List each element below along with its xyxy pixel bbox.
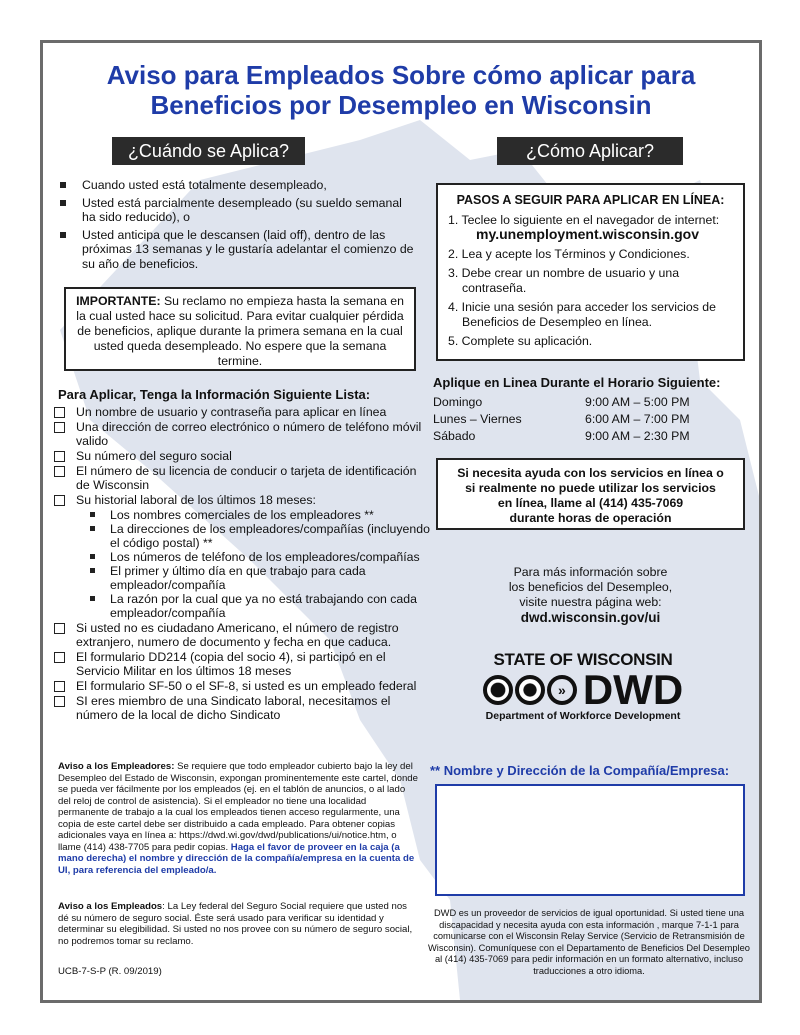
employees-notice: Aviso a los Empleados: La Ley federal del Seguro Social requiere que usted nos dé su número de seguro social. Éste será usado para verificar su identidad y determinar su elegibilidad. Si usted no nos provee con su número de seguro social, no podremos tomar su reclamo. xyxy=(58,901,413,947)
steps-list xyxy=(448,213,733,349)
checklist-item: Un nombre de usuario y contraseña para aplicar en línea xyxy=(52,405,430,419)
checklist-item: Su número del seguro social xyxy=(52,449,430,463)
page-title xyxy=(44,60,758,120)
arrows-circle-icon: » xyxy=(547,675,577,705)
list-item: Usted anticipa que le descansen (laid off), dentro de las próximas 13 semanas y le gustaría adelantar el comienzo de su año de beneficios. xyxy=(58,228,418,272)
hours-row: Sábado 9:00 AM – 2:30 PM xyxy=(433,429,690,443)
checklist xyxy=(52,405,430,723)
sub-item: La direcciones de los empleadores/compañías (incluyendo el código postal) ** xyxy=(86,522,430,550)
list-item: Usted está parcialmente desempleado (su sueldo semanal ha sido reducido), o xyxy=(58,196,418,225)
dwd-url-link[interactable]: dwd.wisconsin.gov/ui xyxy=(520,610,661,625)
step: 1. Teclee lo siguiente en el navegador de internet: my.unemployment.wisconsin.gov xyxy=(448,213,733,242)
checklist-item: El número de su licencia de conducir o tarjeta de identificación de Wisconsin xyxy=(52,464,430,492)
step: 5. Complete su aplicación. xyxy=(448,334,593,348)
more-info: Para más información sobre los beneficios del Desempleo, visite nuestra página web: dwd.wisconsin.gov/ui xyxy=(436,565,745,625)
company-label: ** Nombre y Dirección de la Compañía/Empresa: xyxy=(430,763,730,778)
sub-item: Los nombres comerciales de los empleadores ** xyxy=(86,508,430,522)
form-id: UCB-7-S-P (R. 09/2019) xyxy=(58,966,162,977)
when-to-apply-header: ¿Cuándo se Aplica? xyxy=(112,137,305,165)
hours-title: Aplique en Linea Durante el Horario Siguiente: xyxy=(433,375,721,390)
employers-notice: Aviso a los Empleadores: Se requiere que todo empleador cubierto bajo la ley del Desempleo del Estado de Wisconsin, expongan prominentemente este cartel, donde se pueda ver fácilmente por los empleados (ej. en el tablón de anuncios, o al lado del reloj de control de asistencia). Si el empleador no tiene una localidad permanente de trabajo a la cual los empleados tienen acceso regularmente, una copia de este cartel debe ser distribuido a cada empleado. Para obtener copias adicionales vaya en línea a: https://dwd.wi.gov/dwd/publications/ui/notice.htm, o llame (414) 438-7705 para pedir copias. Haga el favor de proveer en la caja (a mano derecha) el nombre y dirección de la compañía/empresa en la cuenta de UI, para referencia del empleado/a. xyxy=(58,761,418,876)
hours-section xyxy=(433,375,745,445)
online-steps-box xyxy=(436,183,745,361)
checklist-item: Una dirección de correo electrónico o número de teléfono móvil valido xyxy=(52,420,430,448)
important-label: IMPORTANTE: xyxy=(76,294,161,308)
steps-title: PASOS A SEGUIR PARA APLICAR EN LÍNEA: xyxy=(456,193,725,207)
how-to-apply-header: ¿Cómo Aplicar? xyxy=(497,137,683,165)
step: 3. Debe crear un nombre de usuario y una contraseña. xyxy=(448,266,680,295)
checklist-title: Para Aplicar, Tenga la Información Siguiente Lista: xyxy=(58,387,371,402)
important-text: Su reclamo no empieza hasta la semana en la cual usted hace su solicitud. Para evitar cualquier pérdida de beneficios, aplique durante la primera semana en la cual usted queda desempleado. No espere que la semana termine. xyxy=(76,294,404,368)
work-history-sublist xyxy=(76,508,430,620)
checklist-item: Si usted no es ciudadano Americano, el número de registro extranjero, numero de documento y fecha en que caduca. xyxy=(52,621,430,649)
person-circle-icon xyxy=(515,675,545,705)
unemployment-url-link[interactable]: my.unemployment.wisconsin.gov xyxy=(476,226,700,242)
checklist-item: SI eres miembro de una Sindicato laboral, necesitamos el número de la local de dicho Sindicato xyxy=(52,694,430,722)
checklist-item: El formulario SF-50 o el SF-8, si usted es un empleado federal xyxy=(52,679,430,693)
dwd-logo: STATE OF WISCONSIN » DWD Department of Workforce Development xyxy=(478,650,688,722)
sub-item: El primer y último día en que trabajo para cada empleador/compañía xyxy=(86,564,430,592)
hours-row: Domingo 9:00 AM – 5:00 PM xyxy=(433,395,690,409)
title-line: Beneficios por Desempleo en Wisconsin xyxy=(150,90,652,120)
sub-item: Los números de teléfono de los empleadores/compañías xyxy=(86,550,430,564)
list-item: Cuando usted está totalmente desempleado, xyxy=(58,178,418,193)
title-line: Aviso para Empleados Sobre cómo aplicar para xyxy=(106,60,696,90)
sub-item: La razón por la cual que ya no está trabajando con cada empleador/compañía xyxy=(86,592,430,620)
help-box: Si necesita ayuda con los servicios en línea o si realmente no puede utilizar los servicios en línea, llame al (414) 435-7069 durante horas de operación xyxy=(436,458,745,530)
step: 2. Lea y acepte los Términos y Condiciones. xyxy=(448,246,690,261)
checklist-item: El formulario DD214 (copia del socio 4), si participó en el Servicio Militar en los últimos 18 meses xyxy=(52,650,430,678)
step: 4. Inicie una sesión para acceder los servicios de Beneficios de Desempleo en línea. xyxy=(448,300,716,329)
hours-row: Lunes – Viernes 6:00 AM – 7:00 PM xyxy=(433,412,690,426)
wisconsin-circle-icon xyxy=(483,675,513,705)
checklist-item: Su historial laboral de los últimos 18 meses: Los nombres comerciales de los empleadores ** La direcciones de los empleadores/compañías (incluyendo el código postal) ** Los números de teléfono de los empleadores/compañías El primer y último día en que trabajo para cada empleador/compañía La razón por la cual que ya no está trabajando con cada empleador/compañía xyxy=(52,493,430,620)
when-list xyxy=(58,178,418,274)
important-box xyxy=(64,287,416,371)
eeo-statement: DWD es un proveedor de servicios de igual oportunidad. Si usted tiene una discapacidad y necesita ayuda con esta información , marque 7-1-1 para comunicarse con el Wisconsin Relay Service (Servicio de Retransmisión de Wisconsin). Comuníquese con el Departamento de Beneficios Del Desempleo al (414) 435-7069 para pedir información en un formato alternativo, incluso traducciones a otro idioma. xyxy=(428,908,750,976)
company-address-field[interactable] xyxy=(435,784,745,896)
